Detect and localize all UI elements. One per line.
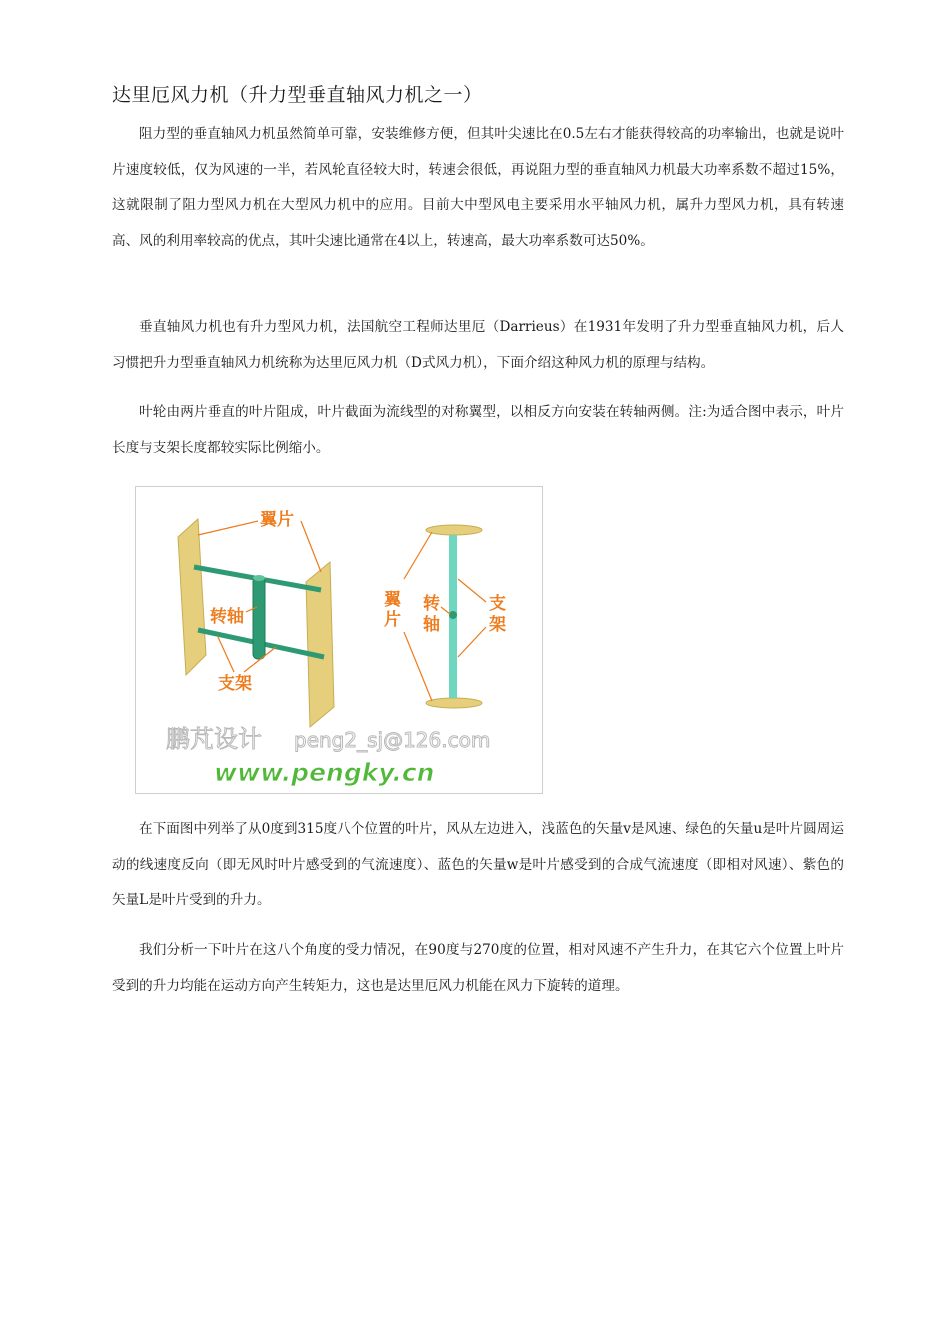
- label-blade: 翼片: [260, 510, 294, 530]
- watermark-name: 鹏芃设计: [166, 725, 262, 753]
- darrieus-rotor-figure: [135, 486, 543, 794]
- central-shaft: [253, 577, 265, 659]
- paragraph-darrieus-intro: 垂直轴风力机也有升力型风力机，法国航空工程师达里厄（Darrieus）在1931年发明了升力型垂直轴风力机，后人习惯把升力型垂直轴风力机统称为达里厄风力机（D式风力机），下面介绍这种风力机的原理与结构。: [112, 319, 844, 371]
- blade-pointer-left: [198, 521, 258, 535]
- blade-pointer-right: [301, 521, 321, 572]
- side-label-support-2: 架: [489, 615, 506, 635]
- left-blade: [178, 519, 206, 675]
- side-blade-pointer-bottom: [404, 632, 432, 701]
- side-label-shaft-1: 转: [423, 594, 440, 614]
- side-label-blade-1: 翼: [384, 590, 401, 610]
- side-blade-top: [426, 525, 482, 535]
- side-support-pointer-top: [458, 579, 486, 602]
- side-label-support-1: 支: [489, 594, 506, 614]
- watermark-email: peng2_sj@126.com: [294, 728, 491, 752]
- side-support-pointer-bottom: [458, 627, 486, 657]
- paragraph-drag-vs-lift: 阻力型的垂直轴风力机虽然简单可靠，安装维修方便，但其叶尖速比在0.5左右才能获得较高的功率输出，也就是说叶片速度较低，仅为风速的一半，若风轮直径较大时，转速会很低，再说阻力型的垂直轴风力机最大功率系数不超过15%，这就限制了阻力型风力机在大型风力机中的应用。目前大中型风电主要采用水平轴风力机，属升力型风力机，具有转速高、风的利用率较高的优点，其叶尖速比通常在4以上，转速高，最大功率系数可达50%。: [112, 126, 844, 249]
- paragraph-vector-explanation: 在下面图中列举了从0度到315度八个位置的叶片，风从左边进入，浅蓝色的矢量v是风速、绿色的矢量u是叶片圆周运动的线速度反向（即无风时叶片感受到的气流速度）、蓝色的矢量w是叶片感受到的合成气流速度（即相对风速）、紫色的矢量L是叶片受到的升力。: [112, 821, 844, 908]
- watermark-url: www.pengky.cn: [214, 758, 435, 787]
- rotor-illustration: [136, 487, 542, 793]
- label-support: 支架: [218, 674, 252, 694]
- side-blade-pointer-top: [404, 532, 432, 579]
- side-label-shaft-2: 轴: [423, 615, 440, 635]
- paragraph-rotor-structure: 叶轮由两片垂直的叶片阻成，叶片截面为流线型的对称翼型，以相反方向安装在转轴两侧。注:为适合图中表示，叶片长度与支架长度都较实际比例缩小。: [112, 404, 844, 456]
- side-label-blade-2: 片: [384, 610, 401, 630]
- shaft-cap: [253, 575, 265, 581]
- side-shaft-pointer: [441, 607, 450, 614]
- page-title: 达里厄风力机（升力型垂直轴风力机之一）: [112, 84, 483, 106]
- side-blade-bottom: [426, 698, 482, 708]
- side-shaft-center: [449, 611, 457, 619]
- paragraph-force-analysis: 我们分析一下叶片在这八个角度的受力情况，在90度与270度的位置，相对风速不产生升力，在其它六个位置上叶片受到的升力均能在运动方向产生转矩力，这也是达里厄风力机能在风力下旋转的道理。: [112, 942, 844, 994]
- label-shaft: 转轴: [210, 607, 244, 627]
- support-pointer-left: [218, 637, 234, 672]
